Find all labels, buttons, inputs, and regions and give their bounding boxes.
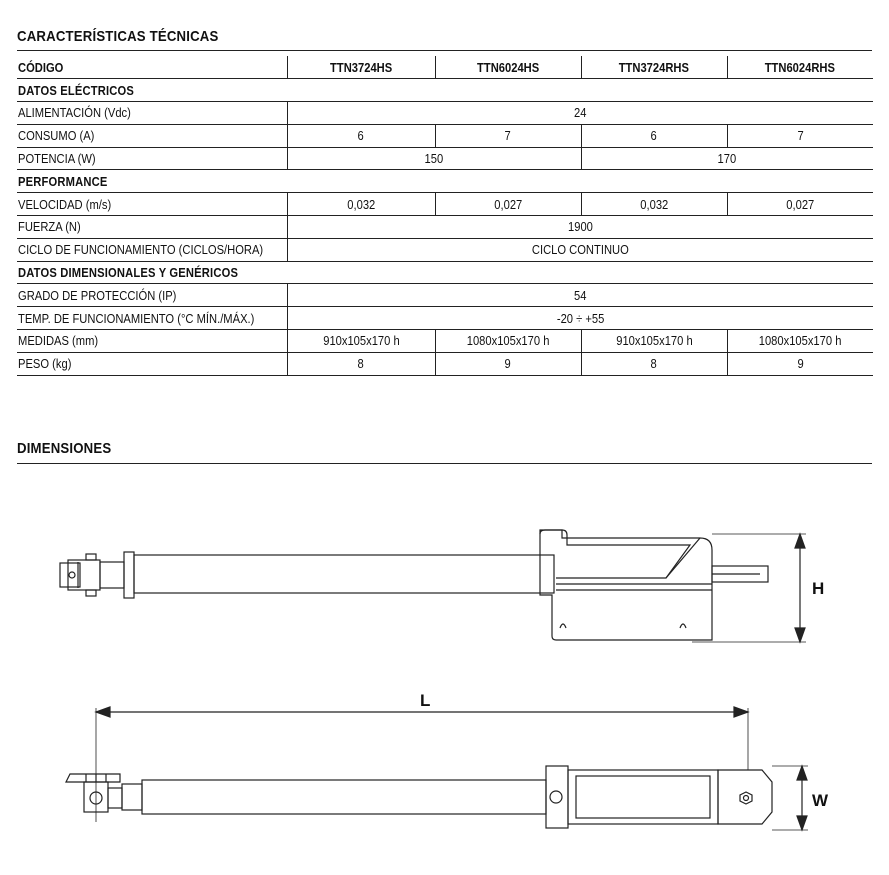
proteccion-label: GRADO DE PROTECCIÓN (IP) [18,287,177,303]
table-row-ciclo [17,238,873,261]
length-label: L [420,691,431,710]
specs-title-rule [17,50,872,51]
width-dimension [772,766,808,830]
specs-title: CARACTERÍSTICAS TÉCNICAS [17,28,219,45]
potencia-value-2: 170 [717,151,737,167]
fuerza-label: FUERZA (N) [18,219,81,235]
model-header-1: TTN3724HS [329,59,393,75]
ciclo-label: CICLO DE FUNCIONAMIENTO (CICLOS/HORA) [18,242,264,258]
medidas-value-4: 1080x105x170 h [758,333,842,349]
table-row-alimentacion [17,102,873,125]
consumo-value-3: 6 [650,128,658,144]
medidas-value-1: 910x105x170 h [322,333,400,349]
width-label: W [812,791,829,810]
ciclo-value: CICLO CONTINUO [531,242,629,258]
table-group-electrical [17,79,873,102]
specs-table [17,56,873,376]
velocidad-value-1: 0,032 [346,196,375,212]
table-row-velocidad [17,193,873,216]
consumo-value-4: 7 [797,128,804,144]
velocidad-value-3: 0,032 [639,196,668,212]
consumo-value-2: 7 [504,128,512,144]
medidas-value-3: 910x105x170 h [615,333,693,349]
alimentacion-label: ALIMENTACIÓN (Vdc) [18,105,131,121]
table-row-fuerza [17,216,873,239]
height-label: H [812,579,825,598]
length-dimension [96,707,748,822]
table-row-peso [17,352,873,375]
table-row-medidas [17,330,873,353]
table-row-temp [17,307,873,330]
proteccion-value: 54 [574,287,587,303]
model-header-3: TTN3724RHS [618,59,690,75]
model-header-4: TTN6024RHS [765,59,836,75]
dimensions-title-rule [17,463,872,464]
group-electrical-label: DATOS ELÉCTRICOS [18,82,135,98]
velocidad-value-4: 0,027 [786,196,815,212]
medidas-label: MEDIDAS (mm) [18,333,99,349]
consumo-label: CONSUMO (A) [18,128,95,144]
table-row-proteccion [17,284,873,307]
dimension-drawing [0,480,889,860]
fuerza-value: 1900 [567,219,593,235]
peso-value-4: 9 [797,356,804,372]
table-group-performance [17,170,873,193]
peso-value-3: 8 [650,356,658,372]
medidas-value-2: 1080x105x170 h [466,333,550,349]
alimentacion-value: 24 [574,105,587,121]
peso-label: PESO (kg) [18,356,72,372]
table-row-potencia [17,147,873,170]
height-dimension [692,534,806,642]
table-group-dimensional [17,261,873,284]
code-label: CÓDIGO [18,59,64,75]
table-row-code [17,56,873,79]
top-view-actuator [66,766,772,828]
temp-label: TEMP. DE FUNCIONAMIENTO (°C MÍN./MÁX.) [18,310,255,326]
peso-value-2: 9 [504,356,512,372]
group-performance-label: PERFORMANCE [18,173,108,189]
consumo-value-1: 6 [357,128,365,144]
table-row-consumo [17,124,873,147]
group-dimensional-label: DATOS DIMENSIONALES Y GENÉRICOS [18,265,239,281]
dimensions-title: DIMENSIONES [17,440,112,457]
potencia-label: POTENCIA (W) [18,151,96,167]
temp-value: -20 ÷ +55 [556,310,604,326]
potencia-value-1: 150 [424,151,444,167]
peso-value-1: 8 [357,356,365,372]
velocidad-value-2: 0,027 [493,196,522,212]
side-view-actuator [60,530,768,640]
velocidad-label: VELOCIDAD (m/s) [18,196,112,212]
model-header-2: TTN6024HS [476,59,540,75]
